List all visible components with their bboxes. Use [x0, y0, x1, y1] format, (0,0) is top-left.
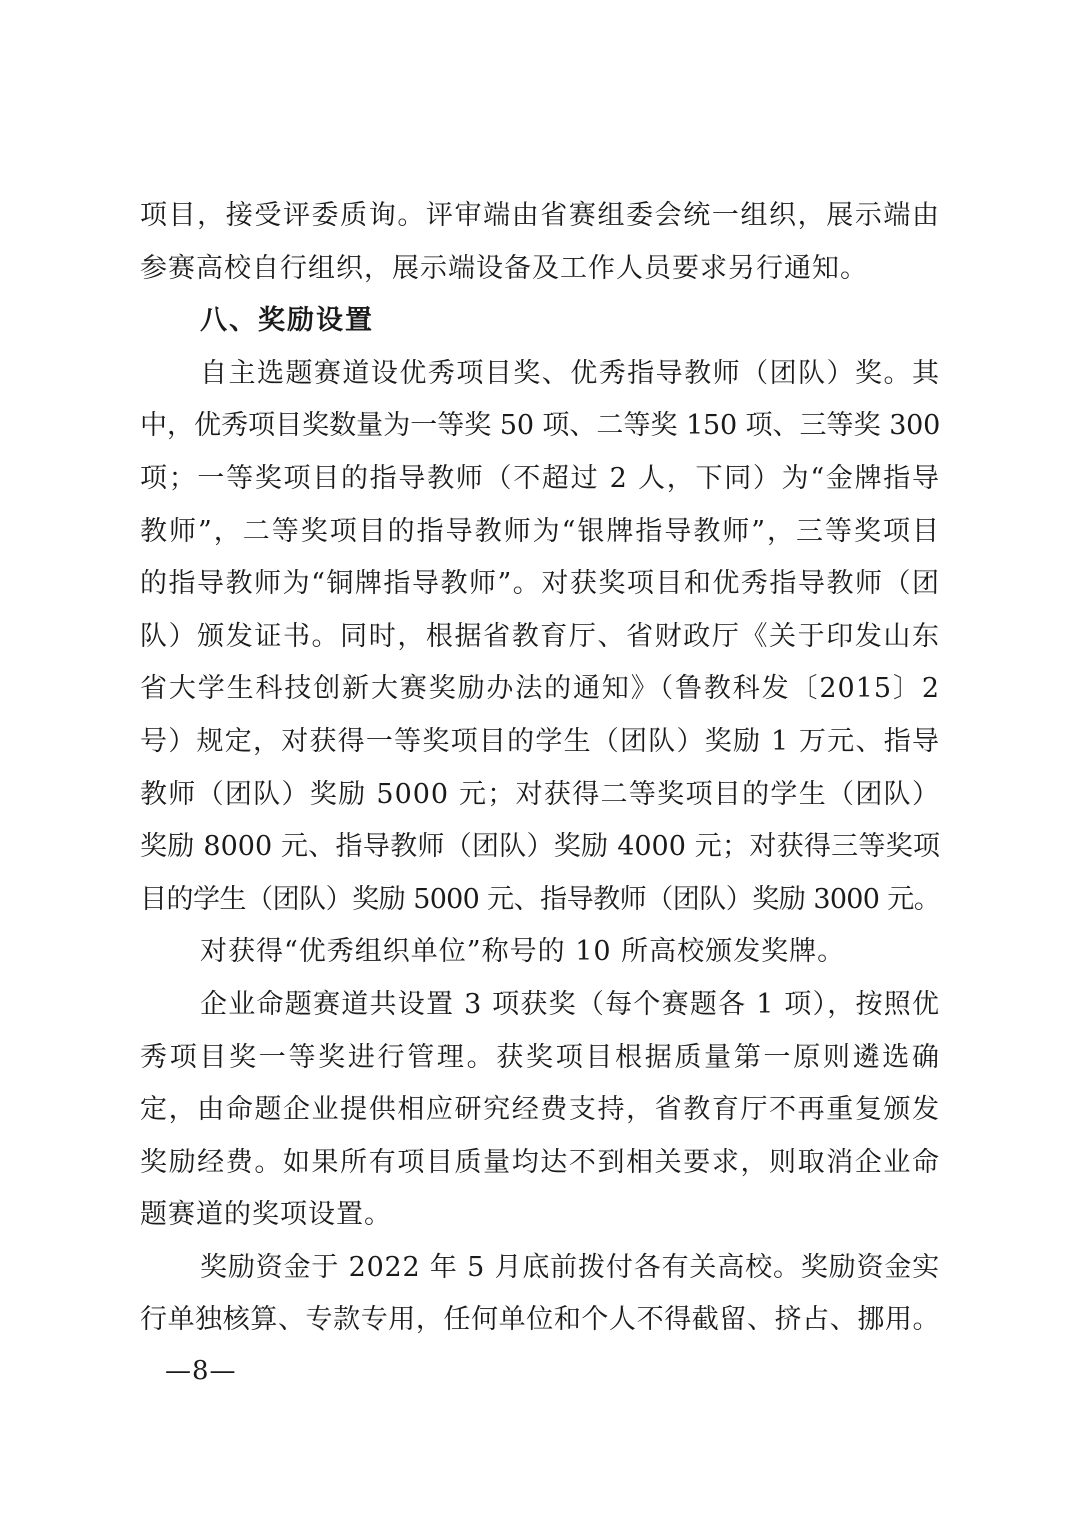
text-line: 省大学生科技创新大赛奖励办法的通知》（鲁教科发〔2015〕2 — [140, 673, 940, 705]
text-line: 题赛道的奖项设置。 — [140, 1199, 392, 1231]
section-heading: 八、奖励设置 — [200, 305, 374, 337]
text-line: 参赛高校自行组织，展示端设备及工作人员要求另行通知。 — [140, 252, 868, 284]
text-line: 定，由命题企业提供相应研究经费支持，省教育厅不再重复颁发 — [140, 1094, 940, 1126]
text-line: 项目，接受评委质询。评审端由省赛组委会统一组织，展示端由 — [140, 200, 940, 231]
text-line: 企业命题赛道共设置 3 项获奖（每个赛题各 1 项），按照优 — [200, 988, 940, 1020]
text-line: 行单独核算、专款专用，任何单位和个人不得截留、挤占、挪用。 — [140, 1304, 940, 1336]
text-line: 目的学生（团队）奖励 5000 元、指导教师（团队）奖励 3000 元。 — [140, 883, 940, 915]
body-text — [140, 190, 940, 1347]
text-line: 奖励资金于 2022 年 5 月底前拨付各有关高校。奖励资金实 — [200, 1251, 940, 1283]
text-line: 自主选题赛道设优秀项目奖、优秀指导教师（团队）奖。其 — [200, 357, 940, 389]
text-line: 号）规定，对获得一等奖项目的学生（团队）奖励 1 万元、指导 — [140, 725, 940, 757]
text-line: 项；一等奖项目的指导教师（不超过 2 人，下同）为“金牌指导 — [140, 462, 940, 494]
text-line: 的指导教师为“铜牌指导教师”。对获奖项目和优秀指导教师（团 — [140, 568, 940, 600]
text-line: 奖励 8000 元、指导教师（团队）奖励 4000 元；对获得三等奖项 — [140, 831, 940, 863]
text-line: 中，优秀项目奖数量为一等奖 50 项、二等奖 150 项、三等奖 300 — [140, 410, 940, 442]
text-line: 教师（团队）奖励 5000 元；对获得二等奖项目的学生（团队） — [140, 778, 940, 810]
text-line: 队）颁发证书。同时，根据省教育厅、省财政厅《关于印发山东 — [140, 620, 940, 652]
text-line: 秀项目奖一等奖进行管理。获奖项目根据质量第一原则遴选确 — [140, 1041, 940, 1073]
page-number: —8— — [165, 1356, 237, 1386]
text-line: 教师”，二等奖项目的指导教师为“银牌指导教师”，三等奖项目 — [140, 515, 940, 547]
text-line: 奖励经费。如果所有项目质量均达不到相关要求，则取消企业命 — [140, 1146, 940, 1178]
text-line: 对获得“优秀组织单位”称号的 10 所高校颁发奖牌。 — [200, 936, 846, 968]
